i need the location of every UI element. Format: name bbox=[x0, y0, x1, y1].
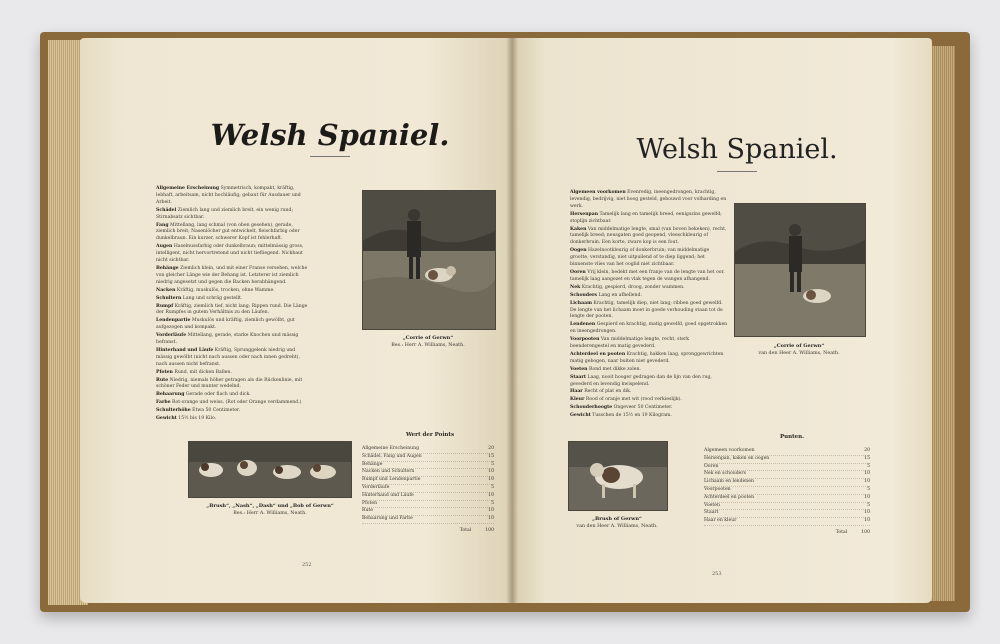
points-value: 10 bbox=[488, 477, 494, 483]
points-value: 5 bbox=[491, 500, 494, 506]
description-text: Recht of plat en dik. bbox=[584, 389, 632, 395]
points-row bbox=[704, 503, 870, 511]
points-label: Rumpf und Lendenpartie bbox=[362, 477, 421, 483]
description-paragraph bbox=[570, 337, 728, 351]
points-row bbox=[362, 446, 494, 454]
points-value: 10 bbox=[864, 518, 870, 524]
photo-bottom-caption-right bbox=[552, 516, 682, 530]
book-gutter bbox=[506, 38, 518, 603]
points-label: Achterdeel en pooten bbox=[704, 494, 755, 500]
photo-single-dog bbox=[568, 441, 668, 511]
points-row bbox=[362, 477, 494, 485]
points-value: 20 bbox=[864, 448, 870, 453]
description-term: Hersenpan bbox=[570, 211, 599, 217]
points-row bbox=[362, 454, 494, 462]
description-term: Lendenen bbox=[570, 322, 596, 328]
points-value: 5 bbox=[867, 502, 870, 508]
description-paragraph bbox=[570, 405, 728, 412]
points-value: 5 bbox=[867, 463, 870, 469]
points-value: 10 bbox=[488, 508, 494, 514]
points-total-label: Total bbox=[459, 527, 472, 533]
description-paragraph bbox=[570, 248, 728, 269]
description-text: Lang en afhellend. bbox=[598, 292, 642, 298]
description-term: Voorpooten bbox=[570, 337, 600, 343]
description-term: Augen bbox=[156, 244, 173, 250]
points-label: Hinterhand und Läufe bbox=[362, 492, 414, 498]
description-term: Fang bbox=[156, 222, 169, 228]
description-term: Allgemeine Erscheinung bbox=[156, 186, 220, 191]
points-label: Schädel, Fang und Augen bbox=[362, 453, 422, 459]
description-paragraph bbox=[156, 400, 311, 407]
hunter-dog-image-right bbox=[735, 204, 865, 336]
description-term: Vorderläufe bbox=[156, 333, 187, 339]
points-value: 5 bbox=[491, 461, 494, 467]
description-term: Nacken bbox=[156, 287, 176, 293]
points-label: Voeten bbox=[704, 502, 720, 508]
points-title-right: Punten. bbox=[779, 434, 805, 440]
points-label: Lichaam en lendenen bbox=[704, 479, 754, 485]
points-value: 15 bbox=[864, 455, 870, 461]
description-paragraph bbox=[156, 378, 311, 392]
description-text: Rood of oranje met wit (rood verkieslijk). bbox=[585, 397, 682, 403]
description-paragraph bbox=[156, 408, 311, 415]
points-value: 15 bbox=[488, 453, 494, 459]
description-term: Schädel bbox=[156, 207, 177, 213]
points-row bbox=[704, 479, 870, 487]
points-label: Voorpooten bbox=[704, 486, 731, 492]
points-label: Algemeen voorkomen bbox=[704, 448, 755, 453]
right-page bbox=[512, 38, 932, 603]
points-label: Nek en schouders bbox=[704, 471, 746, 477]
points-value: 5 bbox=[867, 486, 870, 492]
description-paragraph bbox=[570, 397, 728, 404]
left-page bbox=[80, 38, 512, 603]
points-label: Pfoten bbox=[362, 500, 378, 506]
description-text: Krachtig, tamelijk diep, niet lang; ribben goed gewelfd. De lengte van het lichaam moet in goede verhouding staan tot de lengte der pooten. bbox=[570, 300, 723, 320]
description-term: Pfoten bbox=[156, 369, 173, 375]
photo-top-caption-left bbox=[362, 335, 494, 349]
description-text: 15½ bis 19 Kilo. bbox=[178, 416, 217, 422]
description-text: Kräftig, Sprunggelenk niedrig und mässig gewölbt (nicht nach aussen oder nach innen gedreht), nach aussen nicht befranst. bbox=[156, 347, 300, 367]
description-term: Lendenpartie bbox=[156, 318, 191, 324]
description-term: Behaarung bbox=[156, 392, 185, 398]
description-text: Muskulös und kräftig, ziemlich gewölbt, gut aufgezogen und kompakt. bbox=[156, 318, 295, 331]
description-term: Rumpf bbox=[156, 303, 174, 309]
points-total-row bbox=[704, 530, 870, 537]
description-term: Oogen bbox=[570, 248, 587, 254]
description-text: Hazelnootkleurig of donkerbruin; van middelmatige grootte, verstandig, niet uitpuilend of te diep liggend; het binnenste vlies van het ooglid niet zichtbaar. bbox=[570, 248, 710, 268]
description-paragraph bbox=[570, 389, 728, 396]
description-term: Farbe bbox=[156, 400, 171, 406]
description-paragraph bbox=[156, 244, 311, 265]
description-paragraph bbox=[570, 375, 728, 389]
caption-dog-name: „Brush of Gerwn“ bbox=[592, 516, 642, 522]
description-term: Staart bbox=[570, 374, 586, 380]
points-row bbox=[704, 448, 870, 456]
description-text: Etwa 50 Centimeter. bbox=[192, 408, 241, 414]
points-label: Ooren bbox=[704, 463, 719, 469]
points-value: 10 bbox=[864, 494, 870, 500]
caption-owner: Bes.: Herr A. Williams, Neath. bbox=[233, 511, 307, 516]
points-row bbox=[704, 456, 870, 464]
points-row bbox=[704, 487, 870, 495]
description-term: Hinterhand und Läufe bbox=[156, 347, 214, 353]
points-label: Behaarung und Farbe bbox=[362, 516, 413, 522]
description-paragraph bbox=[156, 296, 311, 303]
description-text: Haselnussfarbig oder dunkelbraun; mittelmässig gross, intelligent, nicht hervortretend und nicht tiefliegend. Nickhaut nicht sichtbar. bbox=[156, 244, 304, 264]
description-paragraph bbox=[156, 348, 311, 369]
description-text: Gerade oder flach und dick. bbox=[185, 392, 251, 398]
caption-owner: van den Heer A. Williams, Neath. bbox=[576, 524, 658, 529]
points-value: 20 bbox=[488, 446, 494, 451]
description-text: Vrij klein, bedekt met een franje van de lengte van het oor, tamelijk laag aangezet en vlak tegen de wangen afhangend. bbox=[570, 269, 725, 282]
description-paragraph bbox=[570, 352, 728, 366]
photo-four-dogs bbox=[188, 441, 352, 498]
description-paragraph bbox=[570, 270, 728, 284]
description-paragraph bbox=[156, 266, 311, 287]
points-label: Behänge bbox=[362, 461, 383, 467]
points-value: 10 bbox=[488, 469, 494, 475]
description-text: Lang und schräg gestellt. bbox=[182, 295, 243, 301]
description-text: Ziemlich lang und ziemlich breit, ein wenig rund; Stirnabsatz sichtbar. bbox=[156, 207, 294, 220]
photo-hunter-with-dog bbox=[362, 190, 496, 330]
description-text: Krachtig, gespierd, droog, zonder wammen. bbox=[581, 284, 685, 290]
description-term: Kleur bbox=[570, 397, 585, 403]
open-book bbox=[40, 32, 970, 612]
description-term: Schouderhoogte bbox=[570, 405, 613, 411]
description-text: Gespierd en krachtig, matig gewelfd, goed opgetrokken en ineengedrongen. bbox=[570, 322, 728, 335]
description-term: Gewicht bbox=[156, 416, 177, 422]
hunter-dog-image bbox=[363, 191, 495, 329]
points-row bbox=[704, 518, 870, 526]
description-text: Mittellang, lang schmal (von oben gesehen), gerade, ziemlich breit; Nasenlöcher gut entwickelt, fleischfarbig oder dunkelbraun. Ein kurzer, schwerer Kopf ist fehlerhaft. bbox=[156, 222, 300, 242]
description-paragraph bbox=[570, 285, 728, 292]
description-term: Schouders bbox=[570, 292, 597, 298]
caption-dog-name: „Corrie of Gerwn“ bbox=[402, 335, 454, 341]
description-paragraph bbox=[570, 293, 728, 300]
points-label: Haar en kleur bbox=[704, 518, 737, 524]
points-value: 10 bbox=[864, 479, 870, 485]
description-text: Rot-orange und weiss. (Rot oder Orange verdammend.) bbox=[172, 400, 302, 406]
description-term: Haar bbox=[570, 389, 583, 395]
description-term: Behänge bbox=[156, 265, 179, 271]
points-label: Rute bbox=[362, 508, 373, 514]
description-text: Krachtig, hakken laag, spronggewrichten matig gebogen, naar buiten niet gevederd. bbox=[570, 351, 724, 364]
description-term: Rute bbox=[156, 377, 169, 383]
page-number-right: 253 bbox=[712, 571, 722, 577]
description-term: Gewicht bbox=[570, 413, 591, 419]
description-term: Schultern bbox=[156, 295, 182, 301]
description-paragraph bbox=[156, 208, 311, 222]
caption-owner: Bes.: Herr A. Williams, Neath. bbox=[391, 343, 465, 348]
description-paragraph bbox=[156, 318, 311, 332]
points-row bbox=[362, 516, 494, 524]
description-term: Algemeen voorkomen bbox=[570, 190, 626, 195]
description-term: Ooren bbox=[570, 269, 586, 275]
points-table-left bbox=[362, 446, 494, 535]
description-paragraph bbox=[570, 367, 728, 374]
points-value: 10 bbox=[864, 510, 870, 516]
description-paragraph bbox=[570, 190, 728, 211]
description-paragraph bbox=[570, 413, 728, 420]
points-row bbox=[704, 495, 870, 503]
description-term: Lichaam bbox=[570, 300, 592, 306]
description-paragraph bbox=[156, 223, 311, 244]
description-text: Laag, nooit hooger gedragen dan de lijn van den rug, gevederd en levendig kwispelend. bbox=[570, 374, 712, 387]
points-label: Vorderläufe bbox=[362, 484, 390, 490]
description-paragraph bbox=[156, 333, 311, 347]
photo-bottom-caption-left bbox=[180, 503, 360, 517]
left-page-title: Welsh Spaniel. bbox=[210, 118, 450, 157]
page-number-left: 252 bbox=[302, 562, 312, 568]
description-text: Rund, mit dicken Ballen. bbox=[174, 369, 232, 375]
description-text: Ongeveer 50 Centimeter. bbox=[613, 405, 673, 411]
description-paragraph bbox=[156, 288, 311, 295]
four-dogs-image bbox=[189, 442, 351, 497]
description-text: Niedrig, niemals höher getragen als die Rückenlinie, mit schöner Feder und munter wedelnd. bbox=[156, 377, 303, 390]
points-value: 10 bbox=[864, 471, 870, 477]
points-row bbox=[362, 493, 494, 501]
points-value: 10 bbox=[488, 516, 494, 522]
left-breed-description bbox=[156, 186, 311, 424]
description-text: Kräftig, muskulös, trocken, ohne Wamme. bbox=[176, 287, 275, 293]
description-paragraph bbox=[156, 370, 311, 377]
caption-dog-names: „Brush“, „Nash“, „Dash“ und „Bob of Gerwn“ bbox=[206, 503, 334, 509]
description-term: Nek bbox=[570, 284, 581, 290]
points-value: 10 bbox=[488, 492, 494, 498]
description-text: Van middelmatige lengte, smal (van boven bekeken), recht, tamelijk breed; neusgaten goed geopend, vleeschkleurig of donkerbruin. Een korte, zware kop is een fout. bbox=[570, 226, 727, 246]
caption-owner: van den Heer A. Williams, Neath. bbox=[758, 351, 840, 356]
description-text: Tamelijk lang en tamelijk breed, eenigszins gewelfd; stoplijn zichtbaar. bbox=[570, 211, 722, 224]
description-paragraph bbox=[156, 416, 311, 423]
description-text: Evenredig, ineengedrongen, krachtig, levendig, bedrijvig, niet hoog gesteld, gebouwd voor volharding en werk. bbox=[570, 190, 727, 209]
description-text: Van middelmatige lengte, recht, sterk beenderengestel en matig gevederd. bbox=[570, 337, 690, 350]
description-paragraph bbox=[156, 392, 311, 399]
points-label: Staart bbox=[704, 510, 719, 516]
right-page-title: Welsh Spaniel. bbox=[612, 134, 862, 172]
points-total-value: 100 bbox=[485, 527, 494, 533]
points-table-right bbox=[704, 448, 870, 537]
points-row bbox=[362, 485, 494, 493]
description-term: Voeten bbox=[570, 366, 588, 372]
points-total-row bbox=[362, 528, 494, 535]
points-label: Nacken und Schultern bbox=[362, 469, 415, 475]
description-term: Achterdeel en pooten bbox=[570, 351, 626, 357]
description-text: Mittellang, gerade, starke Knochen und mässig befranst. bbox=[156, 333, 299, 346]
description-text: Rond met dikke zolen. bbox=[588, 366, 641, 372]
description-text: Ziemlich klein, und mit einer Franse versehen, welche von gleicher Länge wie der Behang ist. Letzterer ist ziemlich niedrig angesetzt und gegen die Backen herabhängend. bbox=[156, 265, 308, 285]
single-dog-image bbox=[569, 442, 667, 510]
points-total-value: 100 bbox=[861, 529, 870, 535]
description-paragraph bbox=[156, 304, 311, 318]
description-term: Schulterhöhe bbox=[156, 408, 191, 414]
points-title-left: Wert der Points bbox=[405, 432, 455, 438]
description-text: Symmetrisch, kompakt, kräftig, lebhaft, arbeitsam, nicht hochläufig; gebaut für Ausdauer und Arbeit. bbox=[156, 186, 301, 205]
photo-hunter-with-dog-right bbox=[734, 203, 866, 337]
description-paragraph bbox=[570, 322, 728, 336]
description-text: Tusschen de 15½ en 19 Kilogram. bbox=[592, 413, 672, 419]
points-value: 5 bbox=[491, 484, 494, 490]
points-label: Allgemeine Erscheinung bbox=[362, 446, 420, 451]
points-label: Hersenpan, kaken en oogen bbox=[704, 455, 770, 461]
points-total-label: Total bbox=[835, 529, 848, 535]
description-term: Kaken bbox=[570, 226, 587, 232]
description-paragraph bbox=[156, 186, 311, 207]
photo-top-caption-right bbox=[734, 343, 864, 357]
description-paragraph bbox=[570, 301, 728, 322]
points-row bbox=[362, 501, 494, 509]
points-row bbox=[362, 508, 494, 516]
points-row bbox=[704, 510, 870, 518]
caption-dog-name: „Corrie of Gerwn“ bbox=[773, 343, 825, 349]
description-paragraph bbox=[570, 212, 728, 226]
description-paragraph bbox=[570, 227, 728, 248]
right-breed-description bbox=[570, 190, 728, 421]
description-text: Kräftig, ziemlich tief, nicht lang; Rippen rund. Die Länge der Rumpfes in gutem Verhältnis zu den Läufen. bbox=[156, 303, 308, 316]
